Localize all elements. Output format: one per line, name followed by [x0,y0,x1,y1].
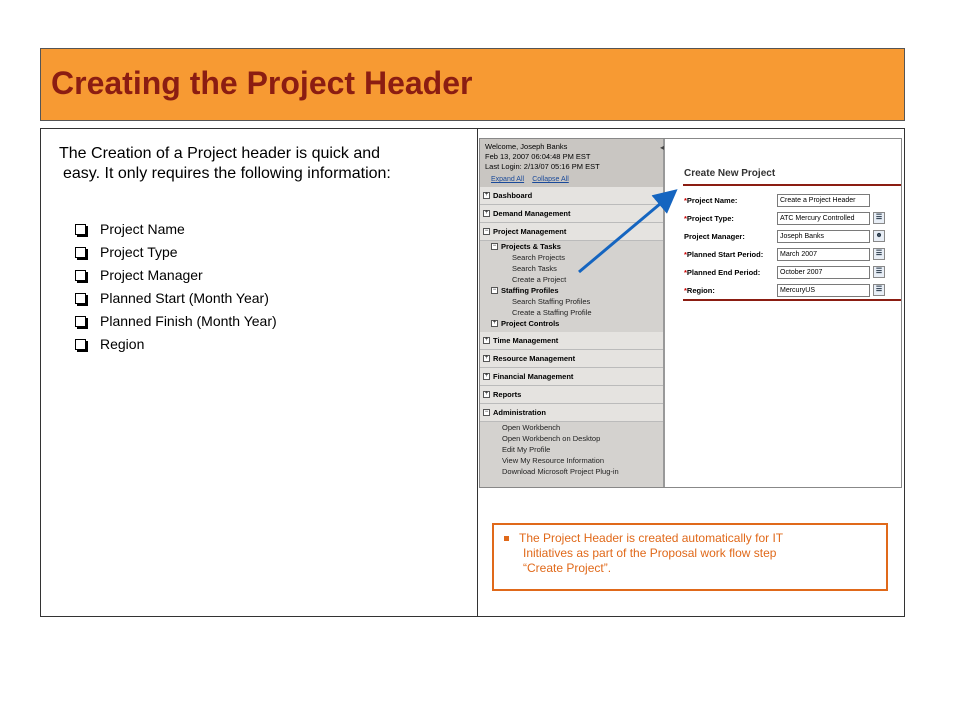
plus-icon: + [484,210,489,216]
nav-sub-staffing-profiles[interactable]: − Staffing Profiles [492,286,559,295]
list-item: Planned Start (Month Year) [75,287,277,310]
project-type-input[interactable]: ATC Mercury Controlled [777,212,870,225]
plus-icon: + [492,320,497,326]
left-navigation [480,139,665,488]
intro-line-1: The Creation of a Project header is quick and [59,145,381,162]
planned-start-input[interactable]: March 2007 [777,248,870,261]
nav-item-open-workbench-desktop[interactable]: Open Workbench on Desktop [502,434,601,443]
nav-section-financial-management[interactable]: + Financial Management [480,368,663,386]
note-line-1: The Project Header is created automatically for IT [519,531,784,545]
list-item: Project Name [75,218,277,241]
plus-icon: + [484,391,489,397]
region-row: *Region: MercuryUS ☰ [684,283,885,297]
plus-icon: + [484,337,489,343]
project-manager-row: Project Manager: Joseph Banks ☻ [684,229,885,243]
embedded-screenshot [479,138,902,488]
nav-section-administration[interactable]: − Administration [480,404,663,422]
slide-title: Creating the Project Header [51,65,473,101]
nav-item-download-plugin[interactable]: Download Microsoft Project Plug-in [502,467,619,476]
plus-icon: + [484,192,489,198]
list-item: Project Type [75,241,277,264]
plus-icon: + [484,373,489,379]
title-rule [683,184,902,186]
intro-line-2: easy. It only requires the following information: [63,165,391,182]
nav-sub-projects-tasks[interactable]: − Projects & Tasks [492,242,561,251]
note-callout [492,523,888,591]
nav-section-time-management[interactable]: + Time Management [480,332,663,350]
project-name-input[interactable]: Create a Project Header [777,194,870,207]
collapse-nav-icon[interactable]: ◂ [660,143,665,152]
nav-sub-project-controls[interactable]: + Project Controls [492,319,560,328]
nav-section-reports[interactable]: + Reports [480,386,663,404]
last-login-text: Last Login: 2/13/07 05:16 PM EST [485,162,600,171]
slide-title-bar [40,48,905,121]
requirements-list [75,218,277,356]
list-item: Planned Finish (Month Year) [75,310,277,333]
nav-section-resource-management[interactable]: + Resource Management [480,350,663,368]
list-picker-icon[interactable]: ☰ [873,248,885,260]
list-item: Region [75,333,277,356]
planned-end-row: *Planned End Period: October 2007 ☰ [684,265,885,279]
form-bottom-rule [683,299,902,301]
minus-icon: − [492,287,497,293]
checkbox-bullet-icon [75,224,86,235]
project-manager-input[interactable]: Joseph Banks [777,230,870,243]
minus-icon: − [484,228,489,234]
nav-item-search-staffing[interactable]: Search Staffing Profiles [512,297,591,306]
column-divider [477,129,478,616]
intro-text [59,144,469,184]
list-picker-icon[interactable]: ☰ [873,266,885,278]
create-project-title: Create New Project [684,168,776,179]
create-project-pane [667,139,901,488]
plus-icon: + [484,355,489,361]
nav-item-view-resource[interactable]: View My Resource Information [502,456,604,465]
nav-item-search-projects[interactable]: Search Projects [512,253,565,262]
nav-item-edit-profile[interactable]: Edit My Profile [502,445,551,454]
planned-start-row: *Planned Start Period: March 2007 ☰ [684,247,885,261]
project-name-row: *Project Name: Create a Project Header [684,193,870,207]
checkbox-bullet-icon [75,247,86,258]
list-picker-icon[interactable]: ☰ [873,284,885,296]
planned-end-input[interactable]: October 2007 [777,266,870,279]
person-picker-icon[interactable]: ☻ [873,230,885,242]
minus-icon: − [484,409,489,415]
checkbox-bullet-icon [75,339,86,350]
note-line-2: Initiatives as part of the Proposal work flow step [523,546,777,560]
list-picker-icon[interactable]: ☰ [873,212,885,224]
note-line-3: “Create Project”. [523,561,612,575]
checkbox-bullet-icon [75,293,86,304]
list-item: Project Manager [75,264,277,287]
date-text: Feb 13, 2007 06:04:48 PM EST [485,152,591,161]
nav-item-create-project[interactable]: Create a Project [512,275,567,284]
nav-section-dashboard[interactable]: + Dashboard [480,187,663,205]
expand-collapse-links [491,174,575,183]
minus-icon: − [492,243,497,249]
nav-item-search-tasks[interactable]: Search Tasks [512,264,557,273]
nav-item-open-workbench[interactable]: Open Workbench [502,423,561,432]
welcome-text: Welcome, Joseph Banks [485,142,568,151]
nav-section-project-management[interactable]: − Project Management [480,223,663,241]
region-input[interactable]: MercuryUS [777,284,870,297]
collapse-all-link[interactable]: Collapse All [532,176,569,183]
nav-section-demand-management[interactable]: + Demand Management [480,205,663,223]
project-type-row: *Project Type: ATC Mercury Controlled ☰ [684,211,885,225]
nav-item-create-staffing[interactable]: Create a Staffing Profile [512,308,592,317]
checkbox-bullet-icon [75,316,86,327]
checkbox-bullet-icon [75,270,86,281]
bullet-square-icon [504,536,509,541]
expand-all-link[interactable]: Expand All [491,176,525,183]
